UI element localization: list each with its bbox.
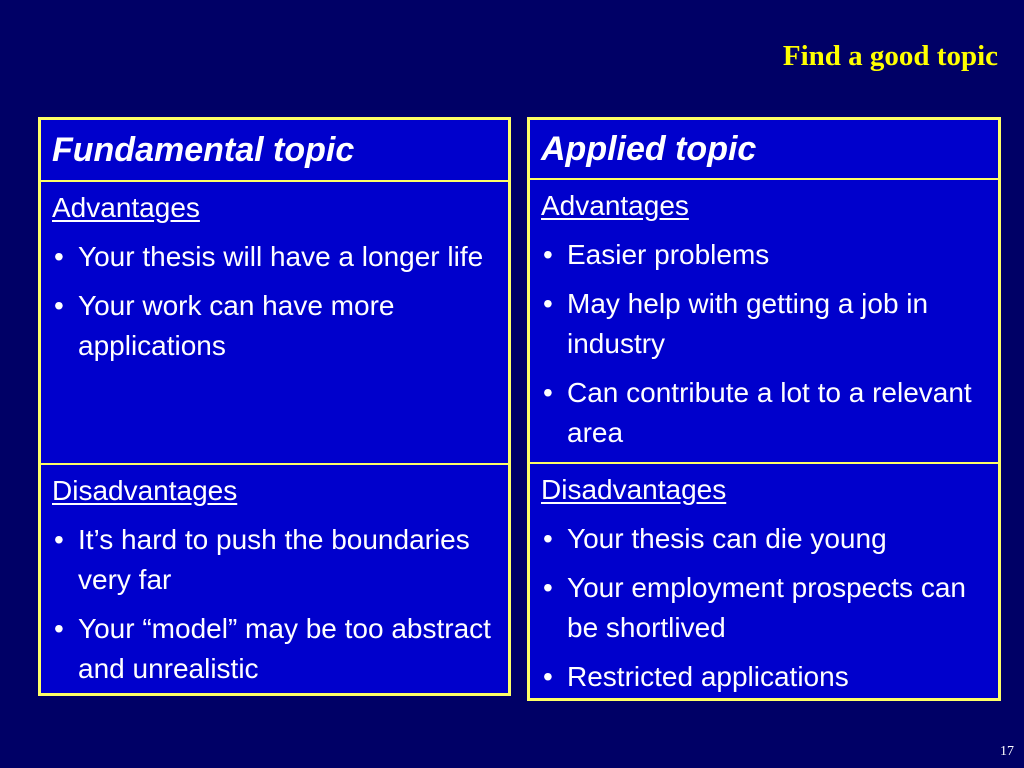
fundamental-advantages-list: [52, 237, 508, 366]
fundamental-advantages-label: Advantages: [52, 192, 200, 223]
bullet-icon: •: [543, 288, 553, 319]
fundamental-heading-cell: [41, 120, 508, 180]
bullet-icon: •: [543, 239, 553, 270]
applied-advantages-list: [541, 235, 998, 453]
fundamental-advantages-cell: [41, 180, 508, 463]
applied-heading-cell: [530, 120, 998, 178]
bullet-icon: •: [543, 661, 553, 692]
applied-advantages-cell: [530, 178, 998, 462]
list-item: • It’s hard to push the boundaries very far: [52, 520, 508, 600]
bullet-icon: •: [54, 524, 64, 555]
list-item: • Your work can have more applications: [52, 286, 508, 366]
applied-topic-panel: [527, 117, 1001, 701]
list-item: • Your employment prospects can be shortlived: [541, 568, 998, 648]
list-item: • Easier problems: [541, 235, 998, 275]
fundamental-topic-panel: [38, 117, 511, 696]
list-item: • Your thesis will have a longer life: [52, 237, 508, 277]
slide-title: Find a good topic: [782, 40, 998, 72]
fundamental-disadvantages-label: Disadvantages: [52, 475, 238, 506]
bullet-icon: •: [54, 290, 64, 321]
list-item: • Restricted applications: [541, 657, 998, 697]
list-item: • Your “model” may be too abstract and unrealistic: [52, 609, 508, 689]
list-item: • Can contribute a lot to a relevant area: [541, 373, 998, 453]
fundamental-disadvantages-cell: [41, 463, 508, 693]
applied-advantages-label: Advantages: [541, 190, 689, 221]
applied-disadvantages-cell: [530, 462, 998, 698]
bullet-icon: •: [54, 241, 64, 272]
bullet-icon: •: [543, 572, 553, 603]
bullet-icon: •: [54, 613, 64, 644]
bullet-icon: •: [543, 377, 553, 408]
fundamental-topic-heading: Fundamental topic: [52, 131, 355, 169]
applied-topic-heading: Applied topic: [541, 130, 757, 168]
list-item: • May help with getting a job in industry: [541, 284, 998, 364]
applied-disadvantages-list: [541, 519, 998, 697]
page-number: 17: [1000, 744, 1014, 759]
list-item: • Your thesis can die young: [541, 519, 998, 559]
applied-disadvantages-label: Disadvantages: [541, 474, 727, 505]
fundamental-disadvantages-list: [52, 520, 508, 689]
bullet-icon: •: [543, 523, 553, 554]
